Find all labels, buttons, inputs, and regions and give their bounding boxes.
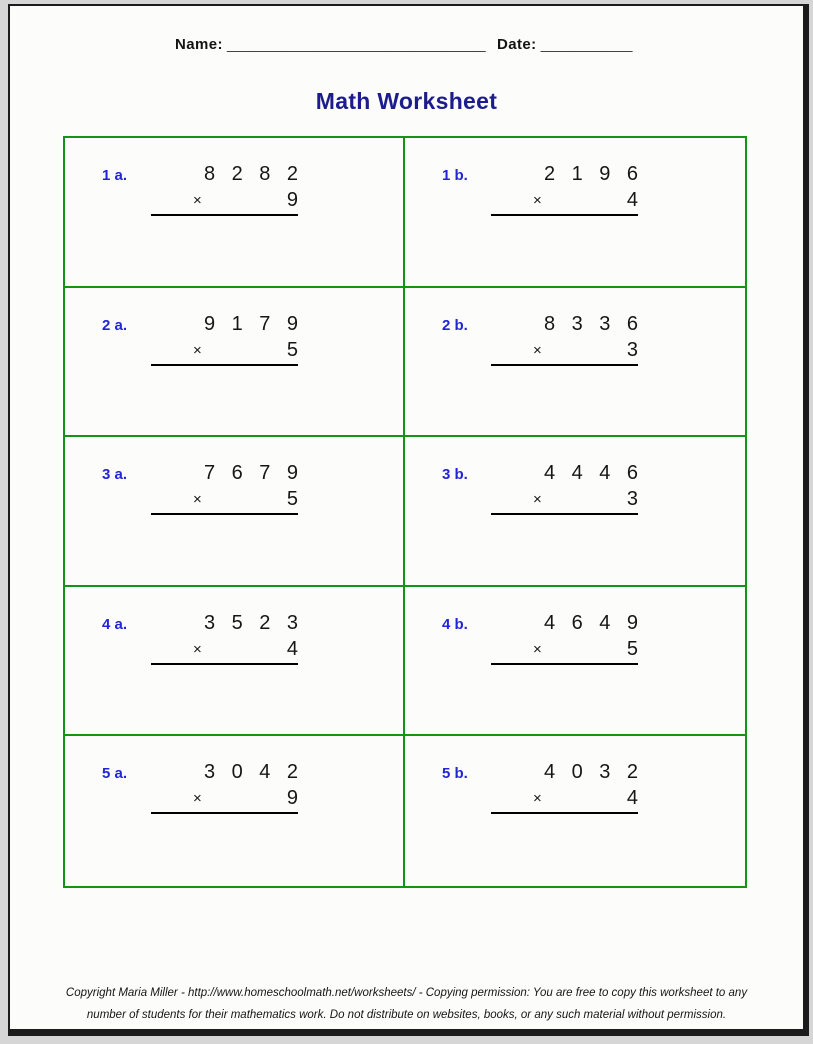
multiplier: 3 <box>626 488 655 511</box>
problem-number: 4 a. <box>102 615 128 633</box>
multiply-icon: × <box>533 341 542 359</box>
multiplicand: 2196 <box>544 163 655 185</box>
name-label: Name: <box>175 36 223 53</box>
problem-cell-3a <box>65 437 405 587</box>
multiplicand-row <box>151 610 315 636</box>
problem-number: 4 b. <box>442 615 468 633</box>
problem-number: 2 a. <box>102 316 128 334</box>
multiplier-row <box>491 785 655 814</box>
multiplier: 5 <box>626 637 655 660</box>
multiply-icon: × <box>533 790 542 808</box>
multiply-icon: × <box>533 192 542 209</box>
multiplicand: 4446 <box>544 462 655 485</box>
problem-cell-4a <box>65 587 405 737</box>
problem-number: 1 b. <box>442 167 468 184</box>
multiplier: 5 <box>286 488 315 511</box>
multiplicand: 3042 <box>204 761 315 784</box>
copyright-line-2: number of students for their mathematics work. Do not distribute on websites, books, or any such material without permission. <box>86 1009 727 1021</box>
multiplicand-row <box>491 610 655 636</box>
multiplier: 9 <box>286 189 315 211</box>
multiplication-problem <box>151 759 315 814</box>
multiplier-row <box>151 486 315 515</box>
problem-cell-3b <box>405 437 745 587</box>
multiply-icon: × <box>193 640 202 658</box>
multiplicand: 4032 <box>544 761 655 784</box>
multiply-icon: × <box>193 790 202 808</box>
multiplier: 4 <box>626 787 655 810</box>
multiplication-problem <box>491 759 655 814</box>
problem-cell-5b <box>405 736 745 886</box>
multiplicand-row <box>151 311 315 337</box>
multiplication-problem <box>151 161 315 216</box>
name-field <box>175 36 486 53</box>
multiplicand: 7679 <box>204 462 315 485</box>
multiplier-row <box>491 337 655 366</box>
multiplier: 4 <box>626 189 655 211</box>
multiplicand-row <box>491 311 655 337</box>
multiplier-row <box>151 337 315 366</box>
multiplication-problem <box>491 161 655 216</box>
multiplier-row <box>491 636 655 665</box>
multiplicand-row <box>491 161 655 187</box>
problem-cell-2a <box>65 288 405 438</box>
multiply-icon: × <box>533 491 542 509</box>
multiply-icon: × <box>533 640 542 658</box>
problem-number: 5 b. <box>442 765 468 783</box>
date-field <box>497 36 632 53</box>
multiply-icon: × <box>193 341 202 359</box>
multiplier: 4 <box>286 637 315 660</box>
problem-cell-1a <box>65 138 405 288</box>
problem-number: 5 a. <box>102 765 128 783</box>
problems-grid <box>63 136 747 888</box>
copyright-line-1: Copyright Maria Miller - http://www.homeschoolmath.net/worksheets/ - Copying permission: You are free to copy this worksheet to any <box>65 987 748 999</box>
problem-number: 2 b. <box>442 316 468 334</box>
multiplicand: 8336 <box>544 312 655 335</box>
multiplicand-row <box>491 759 655 785</box>
problem-number: 3 a. <box>102 466 128 484</box>
multiplier-row <box>151 187 315 216</box>
multiplication-problem <box>151 311 315 366</box>
multiplier: 5 <box>286 338 315 361</box>
multiplication-problem <box>151 460 315 515</box>
problem-cell-1b <box>405 138 745 288</box>
multiplier: 3 <box>626 338 655 361</box>
multiplier-row <box>151 636 315 665</box>
multiplication-problem <box>151 610 315 665</box>
multiplicand-row <box>151 759 315 785</box>
problem-number: 3 b. <box>442 466 468 484</box>
problem-cell-2b <box>405 288 745 438</box>
multiplier: 9 <box>286 787 315 810</box>
multiplier-row <box>151 785 315 814</box>
date-label: Date: <box>497 36 537 53</box>
name-blank-line: _______________________________ <box>227 36 486 53</box>
multiply-icon: × <box>193 192 202 209</box>
multiplier-row <box>491 486 655 515</box>
multiplication-problem <box>491 460 655 515</box>
problem-number: 1 a. <box>102 167 128 184</box>
multiplicand: 9179 <box>204 312 315 335</box>
multiplier-row <box>491 187 655 216</box>
date-blank-line: ___________ <box>540 36 633 53</box>
multiplicand: 3523 <box>204 611 315 634</box>
multiplicand-row <box>151 161 315 187</box>
multiplicand: 4649 <box>544 611 655 634</box>
multiply-icon: × <box>193 491 202 509</box>
problem-cell-4b <box>405 587 745 737</box>
multiplicand: 8282 <box>204 163 315 185</box>
problem-cell-5a <box>65 736 405 886</box>
page-title: Math Worksheet <box>315 88 498 114</box>
multiplicand-row <box>151 460 315 486</box>
multiplicand-row <box>491 460 655 486</box>
copyright-notice <box>0 982 813 1026</box>
multiplication-problem <box>491 610 655 665</box>
multiplication-problem <box>491 311 655 366</box>
